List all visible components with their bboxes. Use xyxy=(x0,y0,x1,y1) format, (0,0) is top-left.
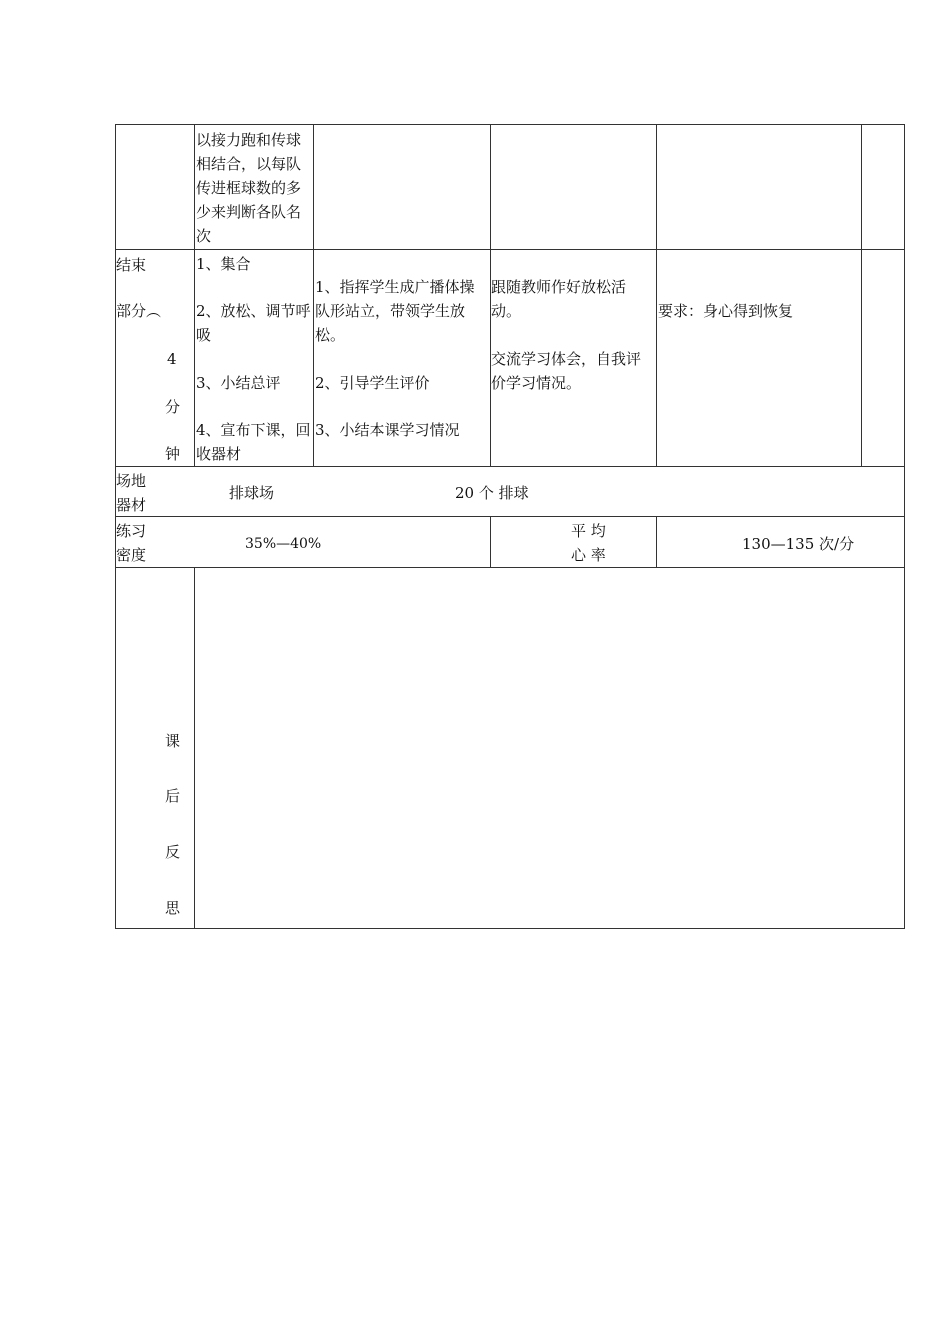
grid-line-row2-top xyxy=(115,249,905,250)
heart-rate-label: 平 均 xyxy=(571,522,606,540)
grid-line-row4-top xyxy=(115,516,905,517)
grid-line-row4-col4 xyxy=(656,516,657,568)
row4-label-line: 密度 xyxy=(116,546,147,564)
grid-line-col1-lower xyxy=(194,567,195,929)
row1-content-line: 少来判断各队名 xyxy=(196,203,302,221)
grid-line-row4-col3 xyxy=(490,516,491,568)
equipment-value: 20 个 排球 xyxy=(455,484,529,502)
teacher-item-3: 3、小结本课学习情况 xyxy=(315,421,460,439)
row1-content-line: 传进框球数的多 xyxy=(196,179,302,197)
grid-line-row3-top xyxy=(115,466,905,467)
section-unit: 分 xyxy=(165,398,181,416)
content-item-4-cont: 收器材 xyxy=(196,445,242,463)
teacher-item-1: 1、指挥学生成广播体操 xyxy=(315,278,475,296)
row1-content-line: 以接力跑和传球 xyxy=(196,131,302,149)
reflection-char: 课 xyxy=(165,732,181,750)
reflection-char: 思 xyxy=(165,899,181,917)
teacher-item-2: 2、引导学生评价 xyxy=(315,374,430,392)
student-para-1-cont: 动。 xyxy=(491,302,522,320)
section-label-line: 部分︵ xyxy=(116,302,162,320)
teacher-item-1-cont: 队形站立，带领学生放 xyxy=(315,302,466,320)
student-para-2: 交流学习体会，自我评 xyxy=(491,350,642,368)
row1-content-line: 相结合，以每队 xyxy=(196,155,302,173)
content-item-4: 4、宣布下课，回 xyxy=(196,421,311,439)
reflection-content xyxy=(196,570,902,926)
content-item-3: 3、小结总评 xyxy=(196,374,281,392)
heart-rate-label: 心 率 xyxy=(571,546,606,564)
content-item-2-cont: 吸 xyxy=(196,326,212,344)
grid-line-col4 xyxy=(656,124,657,467)
row3-label-line: 场地 xyxy=(116,472,147,490)
grid-line-col2 xyxy=(313,124,314,467)
grid-line-row5-top xyxy=(115,567,905,568)
teacher-item-1-cont: 松。 xyxy=(315,326,346,344)
row1-content-cell xyxy=(196,128,301,248)
row2-requirement: 要求：身心得到恢复 xyxy=(658,302,794,320)
row4-label-line: 练习 xyxy=(116,522,147,540)
grid-line-col1 xyxy=(194,124,195,467)
grid-line-col5 xyxy=(861,124,862,467)
student-para-1: 跟随教师作好放松活 xyxy=(491,278,627,296)
student-para-2-cont: 价学习情况。 xyxy=(491,374,582,392)
section-label-line: 结束 xyxy=(116,256,147,274)
reflection-char: 反 xyxy=(165,843,181,861)
grid-line-top xyxy=(115,124,905,125)
density-value: 35%—40% xyxy=(245,536,322,552)
grid-line-right xyxy=(904,124,905,929)
row1-content-line: 次 xyxy=(196,227,212,245)
section-duration: 4 xyxy=(167,350,177,368)
grid-line-bottom xyxy=(115,928,905,929)
section-unit: 钟 xyxy=(165,445,181,463)
reflection-char: 后 xyxy=(165,787,181,805)
row3-label-line: 器材 xyxy=(116,496,147,514)
heart-rate-value: 130—135 次/分 xyxy=(742,535,855,553)
content-item-2: 2、放松、调节呼 xyxy=(196,302,311,320)
content-item-1: 1、集合 xyxy=(196,255,251,273)
venue-value: 排球场 xyxy=(229,484,275,502)
